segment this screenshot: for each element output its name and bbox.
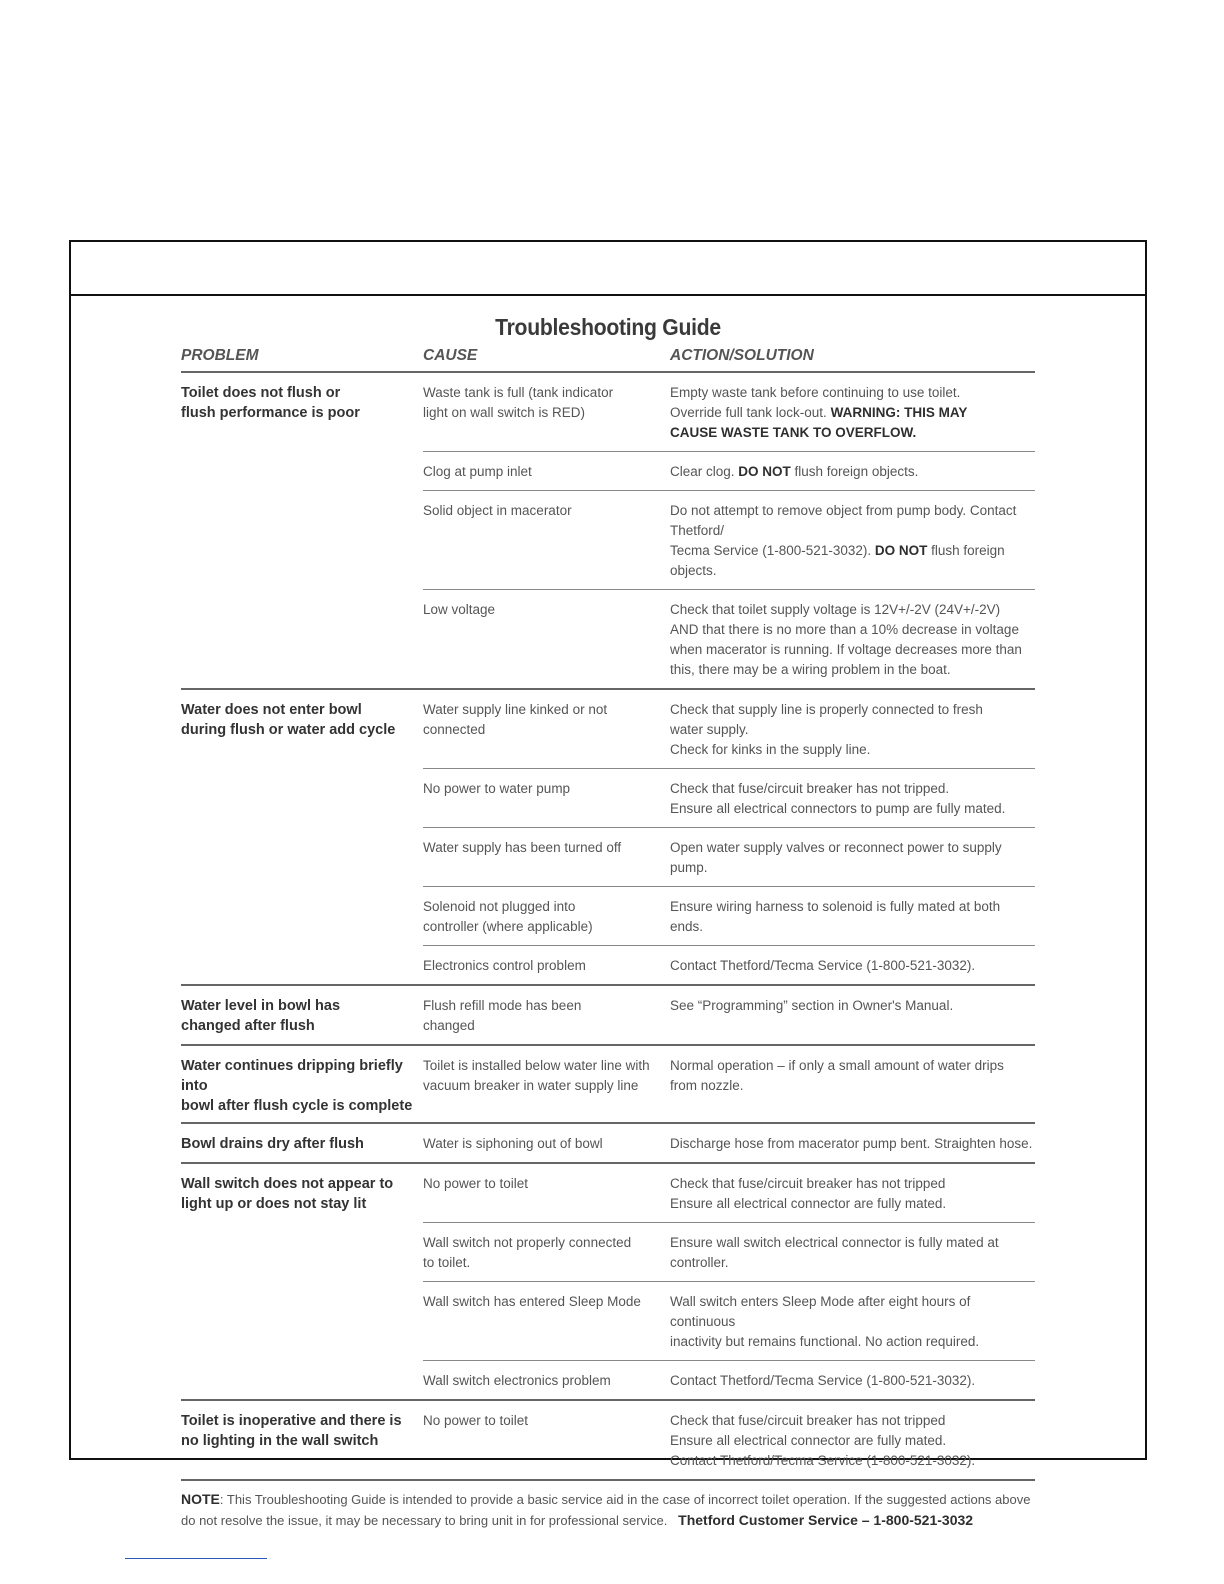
action-text: Do not attempt to remove object from pump body. Contact Thetford/ bbox=[670, 503, 1017, 538]
action-line bbox=[670, 1332, 1035, 1352]
cause-cell bbox=[423, 690, 670, 768]
action-text: Check that fuse/circuit breaker has not tripped. bbox=[670, 781, 950, 796]
action-text: Open water supply valves or reconnect power to supply pump. bbox=[670, 840, 1002, 875]
action-text: Check for kinks in the supply line. bbox=[670, 742, 871, 757]
cause-rows bbox=[423, 373, 1035, 688]
problem-cell bbox=[181, 1401, 423, 1479]
action-cell bbox=[670, 1223, 1035, 1281]
problem-cell bbox=[181, 1164, 423, 1399]
table-row bbox=[423, 768, 1035, 827]
action-emphasis: DO NOT bbox=[874, 543, 928, 558]
action-line bbox=[670, 1253, 1035, 1273]
note-text: : This Troubleshooting Guide is intended to provide a basic service aid in the case of incorrect toilet operation. If the suggested actions above do not resolve the issue, it may be necessary to bring unit in for professional service. bbox=[181, 1492, 1031, 1528]
note-label: NOTE bbox=[181, 1491, 220, 1507]
problem-text: during flush or water add cycle bbox=[181, 722, 396, 738]
action-cell bbox=[670, 1401, 1035, 1479]
action-text: Check that supply line is properly connected to fresh bbox=[670, 702, 983, 717]
cause-text: No power to water pump bbox=[423, 781, 571, 796]
action-line bbox=[670, 1292, 1035, 1332]
problem-text: no lighting in the wall switch bbox=[181, 1433, 379, 1449]
cause-text: No power to toilet bbox=[423, 1413, 529, 1428]
action-emphasis: WARNING: THIS MAY bbox=[830, 405, 968, 420]
cause-cell bbox=[423, 769, 670, 827]
action-text: Clear clog. bbox=[670, 464, 739, 479]
problem-cell bbox=[181, 1046, 423, 1122]
action-line bbox=[670, 541, 1035, 581]
action-cell bbox=[670, 373, 1035, 451]
cause-cell bbox=[423, 590, 670, 688]
problem-cell bbox=[181, 986, 423, 1044]
problem-group bbox=[181, 690, 1035, 986]
cause-rows bbox=[423, 1164, 1035, 1399]
action-text: Contact Thetford/Tecma Service (1-800-521-3032). bbox=[670, 1453, 976, 1468]
table-header bbox=[181, 347, 1035, 373]
action-line bbox=[670, 838, 1035, 878]
customer-service-line: Thetford Customer Service – 1-800-521-3032 bbox=[678, 1512, 974, 1528]
table-body bbox=[181, 373, 1035, 1481]
action-line bbox=[670, 1451, 1035, 1471]
action-text: Tecma Service (1-800-521-3032). bbox=[670, 543, 875, 558]
table-row bbox=[423, 1281, 1035, 1360]
action-text: Normal operation – if only a small amount of water drips bbox=[670, 1058, 1004, 1073]
action-line bbox=[670, 1431, 1035, 1451]
cause-text: to toilet. bbox=[423, 1255, 471, 1270]
action-line bbox=[670, 640, 1035, 660]
problem-cell bbox=[181, 1124, 423, 1162]
action-text: flush foreign objects. bbox=[790, 464, 919, 479]
cause-text: Solenoid not plugged into bbox=[423, 899, 576, 914]
action-text: controller. bbox=[670, 1255, 729, 1270]
action-text: Override full tank lock-out. bbox=[670, 405, 831, 420]
action-line bbox=[670, 799, 1035, 819]
action-text: when macerator is running. If voltage decreases more than bbox=[670, 642, 1022, 657]
document-frame bbox=[69, 240, 1147, 1528]
problem-text: light up or does not stay lit bbox=[181, 1196, 367, 1212]
action-cell bbox=[670, 1046, 1035, 1104]
problem-group bbox=[181, 1046, 1035, 1124]
cause-cell bbox=[423, 491, 670, 589]
problem-text: Toilet does not flush or bbox=[181, 385, 341, 401]
guide-title: Troubleshooting Guide bbox=[495, 314, 721, 340]
action-cell bbox=[670, 1164, 1035, 1222]
action-line bbox=[670, 383, 1035, 403]
action-emphasis: CAUSE WASTE TANK TO OVERFLOW. bbox=[670, 425, 917, 440]
table-row bbox=[423, 986, 1035, 1044]
frame-header-cell bbox=[71, 242, 1145, 296]
action-text: Discharge hose from macerator pump bent. Straighten hose. bbox=[670, 1136, 1033, 1151]
table-row bbox=[423, 373, 1035, 451]
action-text: Check that fuse/circuit breaker has not tripped bbox=[670, 1413, 946, 1428]
table-row bbox=[423, 1360, 1035, 1399]
cause-text: Wall switch not properly connected bbox=[423, 1235, 632, 1250]
cause-text: Flush refill mode has been bbox=[423, 998, 582, 1013]
cause-rows bbox=[423, 986, 1035, 1044]
cause-text: Low voltage bbox=[423, 602, 496, 617]
action-cell bbox=[670, 491, 1035, 589]
cause-text: changed bbox=[423, 1018, 475, 1033]
action-cell bbox=[670, 887, 1035, 945]
action-emphasis: DO NOT bbox=[738, 464, 791, 479]
action-line bbox=[670, 956, 1035, 976]
problem-cell bbox=[181, 373, 423, 688]
cause-text: connected bbox=[423, 722, 486, 737]
action-line bbox=[670, 600, 1035, 620]
action-text: Empty waste tank before continuing to use toilet. bbox=[670, 385, 961, 400]
cause-cell bbox=[423, 1223, 670, 1281]
action-cell bbox=[670, 946, 1035, 984]
cause-text: Water supply has been turned off bbox=[423, 840, 622, 855]
problem-text: Water does not enter bowl bbox=[181, 702, 362, 718]
troubleshooting-guide bbox=[181, 314, 1035, 1531]
action-line bbox=[670, 501, 1035, 541]
problem-group bbox=[181, 1401, 1035, 1481]
cause-cell bbox=[423, 1401, 670, 1479]
problem-text: Water continues dripping briefly into bbox=[181, 1058, 403, 1094]
table-row bbox=[423, 1222, 1035, 1281]
action-text: Wall switch enters Sleep Mode after eight hours of continuous bbox=[670, 1294, 971, 1329]
cause-cell bbox=[423, 1164, 670, 1222]
action-text: this, there may be a wiring problem in the boat. bbox=[670, 662, 951, 677]
footnote-separator bbox=[125, 1558, 267, 1559]
cause-rows bbox=[423, 690, 1035, 984]
action-line bbox=[670, 660, 1035, 680]
action-cell bbox=[670, 452, 1035, 490]
action-text: Check that fuse/circuit breaker has not tripped bbox=[670, 1176, 946, 1191]
action-text: See “Programming” section in Owner's Manual. bbox=[670, 998, 954, 1013]
problem-text: Water level in bowl has bbox=[181, 998, 341, 1014]
action-line bbox=[670, 1194, 1035, 1214]
table-row bbox=[423, 589, 1035, 688]
cause-text: Wall switch has entered Sleep Mode bbox=[423, 1294, 641, 1309]
cause-text: vacuum breaker in water supply line bbox=[423, 1078, 639, 1093]
action-line bbox=[670, 1056, 1035, 1076]
problem-text: Wall switch does not appear to bbox=[181, 1176, 394, 1192]
problem-group bbox=[181, 1124, 1035, 1164]
action-text: AND that there is no more than a 10% decrease in voltage bbox=[670, 622, 1019, 637]
action-line bbox=[670, 1371, 1035, 1391]
action-text: Ensure all electrical connectors to pump are fully mated. bbox=[670, 801, 1006, 816]
table-row bbox=[423, 886, 1035, 945]
action-cell bbox=[670, 1361, 1035, 1399]
problem-text: Toilet is inoperative and there is bbox=[181, 1413, 402, 1429]
problem-text: Bowl drains dry after flush bbox=[181, 1136, 364, 1152]
action-line bbox=[670, 779, 1035, 799]
header-action: ACTION/SOLUTION bbox=[670, 347, 814, 364]
action-line bbox=[670, 1174, 1035, 1194]
problem-group bbox=[181, 1164, 1035, 1401]
cause-text: Toilet is installed below water line with bbox=[423, 1058, 650, 1073]
action-line bbox=[670, 996, 1035, 1016]
table-row bbox=[423, 1164, 1035, 1222]
table-row bbox=[423, 827, 1035, 886]
action-cell bbox=[670, 1124, 1035, 1162]
table-row bbox=[423, 451, 1035, 490]
action-cell bbox=[670, 690, 1035, 768]
cause-cell bbox=[423, 452, 670, 490]
action-text: Ensure all electrical connector are fully mated. bbox=[670, 1196, 947, 1211]
action-cell bbox=[670, 828, 1035, 886]
action-line bbox=[670, 740, 1035, 760]
action-line bbox=[670, 403, 1035, 423]
action-text: Ensure wiring harness to solenoid is fully mated at both ends. bbox=[670, 899, 1001, 934]
action-line bbox=[670, 897, 1035, 937]
table-row bbox=[423, 1046, 1035, 1104]
cause-text: Wall switch electronics problem bbox=[423, 1373, 611, 1388]
action-text: Check that toilet supply voltage is 12V+/-2V (24V+/-2V) bbox=[670, 602, 1001, 617]
problem-cell bbox=[181, 690, 423, 984]
action-line bbox=[670, 1076, 1035, 1096]
action-text: Ensure all electrical connector are fully mated. bbox=[670, 1433, 947, 1448]
action-line bbox=[670, 720, 1035, 740]
problem-text: changed after flush bbox=[181, 1018, 315, 1034]
cause-text: light on wall switch is RED) bbox=[423, 405, 586, 420]
cause-text: Water supply line kinked or not bbox=[423, 702, 608, 717]
table-row bbox=[423, 1401, 1035, 1479]
cause-cell bbox=[423, 828, 670, 886]
cause-rows bbox=[423, 1046, 1035, 1122]
cause-cell bbox=[423, 1282, 670, 1360]
action-text: Ensure wall switch electrical connector is fully mated at bbox=[670, 1235, 999, 1250]
problem-group bbox=[181, 986, 1035, 1046]
table-row bbox=[423, 945, 1035, 984]
header-problem: PROBLEM bbox=[181, 347, 259, 364]
table-row bbox=[423, 690, 1035, 768]
cause-text: Clog at pump inlet bbox=[423, 464, 532, 479]
action-cell bbox=[670, 590, 1035, 688]
table-row bbox=[423, 1124, 1035, 1162]
action-text: inactivity but remains functional. No action required. bbox=[670, 1334, 980, 1349]
cause-cell bbox=[423, 946, 670, 984]
problem-text: flush performance is poor bbox=[181, 405, 360, 421]
header-cause: CAUSE bbox=[423, 347, 478, 364]
cause-text: Solid object in macerator bbox=[423, 503, 572, 518]
problem-group bbox=[181, 373, 1035, 690]
problem-text: bowl after flush cycle is complete bbox=[181, 1098, 413, 1114]
cause-rows bbox=[423, 1124, 1035, 1162]
cause-text: Waste tank is full (tank indicator bbox=[423, 385, 614, 400]
action-text: Contact Thetford/Tecma Service (1-800-521-3032). bbox=[670, 1373, 976, 1388]
action-line bbox=[670, 1233, 1035, 1253]
guide-note bbox=[181, 1489, 1035, 1531]
cause-cell bbox=[423, 986, 670, 1044]
action-text: water supply. bbox=[670, 722, 749, 737]
action-line bbox=[670, 620, 1035, 640]
action-text: from nozzle. bbox=[670, 1078, 744, 1093]
action-line bbox=[670, 462, 1035, 482]
cause-rows bbox=[423, 1401, 1035, 1479]
cause-cell bbox=[423, 373, 670, 451]
cause-cell bbox=[423, 887, 670, 945]
action-line bbox=[670, 700, 1035, 720]
cause-text: Electronics control problem bbox=[423, 958, 586, 973]
cause-text: No power to toilet bbox=[423, 1176, 529, 1191]
cause-text: Water is siphoning out of bowl bbox=[423, 1136, 603, 1151]
table-row bbox=[423, 490, 1035, 589]
cause-cell bbox=[423, 1124, 670, 1162]
cause-cell bbox=[423, 1046, 670, 1104]
cause-cell bbox=[423, 1361, 670, 1399]
cause-text: controller (where applicable) bbox=[423, 919, 593, 934]
action-line bbox=[670, 1411, 1035, 1431]
action-cell bbox=[670, 769, 1035, 827]
action-line bbox=[670, 423, 1035, 443]
action-cell bbox=[670, 986, 1035, 1044]
action-text: Contact Thetford/Tecma Service (1-800-521-3032). bbox=[670, 958, 976, 973]
action-cell bbox=[670, 1282, 1035, 1360]
action-text: flush foreign objects. bbox=[670, 543, 1005, 578]
action-line bbox=[670, 1134, 1035, 1154]
